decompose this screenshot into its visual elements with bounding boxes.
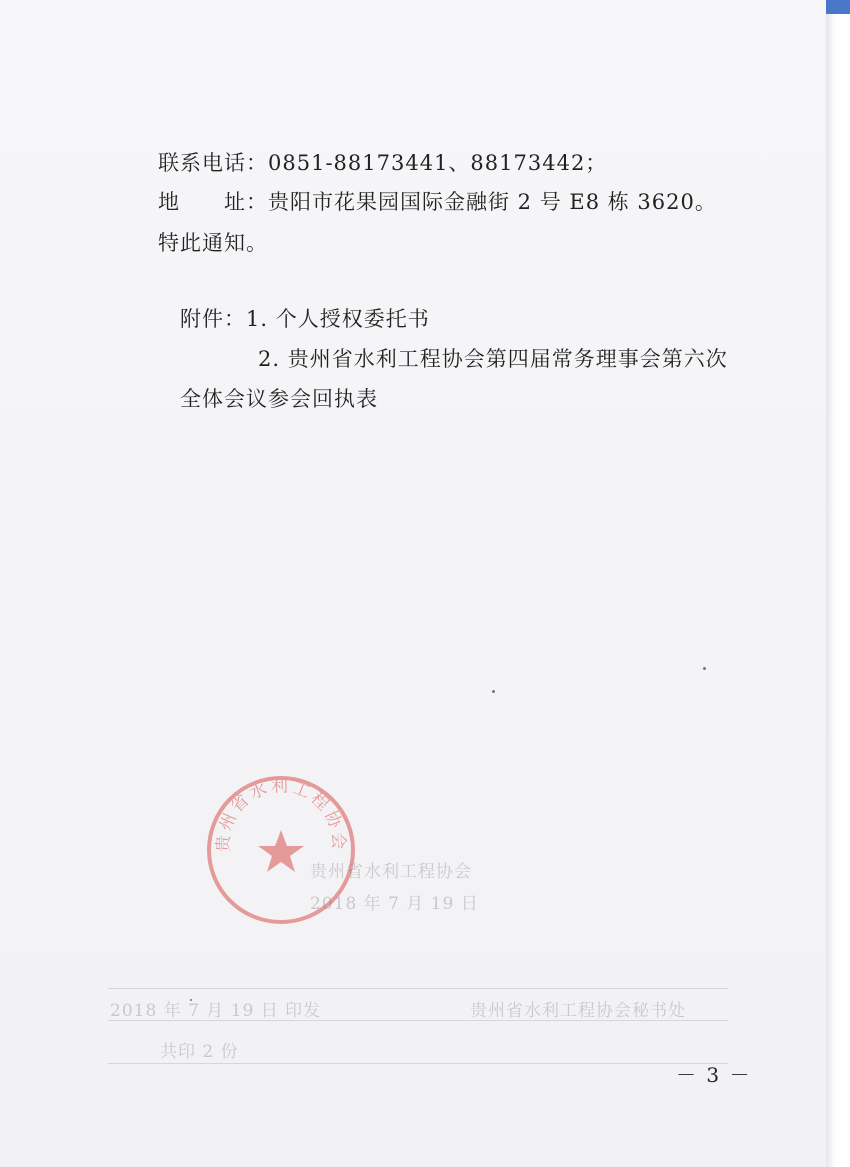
seal-text: 贵州省水利工程协会 — [213, 776, 349, 853]
star-icon — [258, 830, 304, 872]
contact-address-line: 地 址：贵阳市花果园国际金融街 2 号 E8 栋 3620。 — [158, 190, 717, 214]
scan-speck — [492, 690, 495, 693]
footer-rule-middle — [108, 1020, 728, 1021]
attachment-item-1: 附件：1. 个人授权委托书 — [180, 307, 430, 331]
faint-signature-date: 2018 年 7 月 19 日 — [310, 894, 479, 914]
attachment-item-2: 2. 贵州省水利工程协会第四届常务理事会第六次 — [258, 347, 728, 371]
faint-footer-date: 2018 年 7 月 19 日 印发 — [110, 1001, 322, 1021]
footer-rule-top — [108, 988, 728, 989]
attachment-item-2-continued: 全体会议参会回执表 — [180, 387, 378, 411]
faint-footer-issuer: 贵州省水利工程协会秘书处 — [470, 1001, 686, 1021]
footer-rule-bottom — [108, 1063, 728, 1064]
scan-speck — [703, 667, 706, 670]
page-number: － 3 － — [676, 1063, 752, 1087]
faint-signature-org: 贵州省水利工程协会 — [310, 862, 472, 882]
notice-closing: 特此通知。 — [158, 231, 268, 255]
scan-speck — [190, 999, 192, 1001]
scan-corner-mark — [826, 0, 850, 14]
faint-copy-count: 共印 2 份 — [160, 1042, 239, 1062]
contact-phone-line: 联系电话：0851-88173441、88173442； — [158, 151, 608, 175]
scan-edge — [826, 0, 850, 1167]
